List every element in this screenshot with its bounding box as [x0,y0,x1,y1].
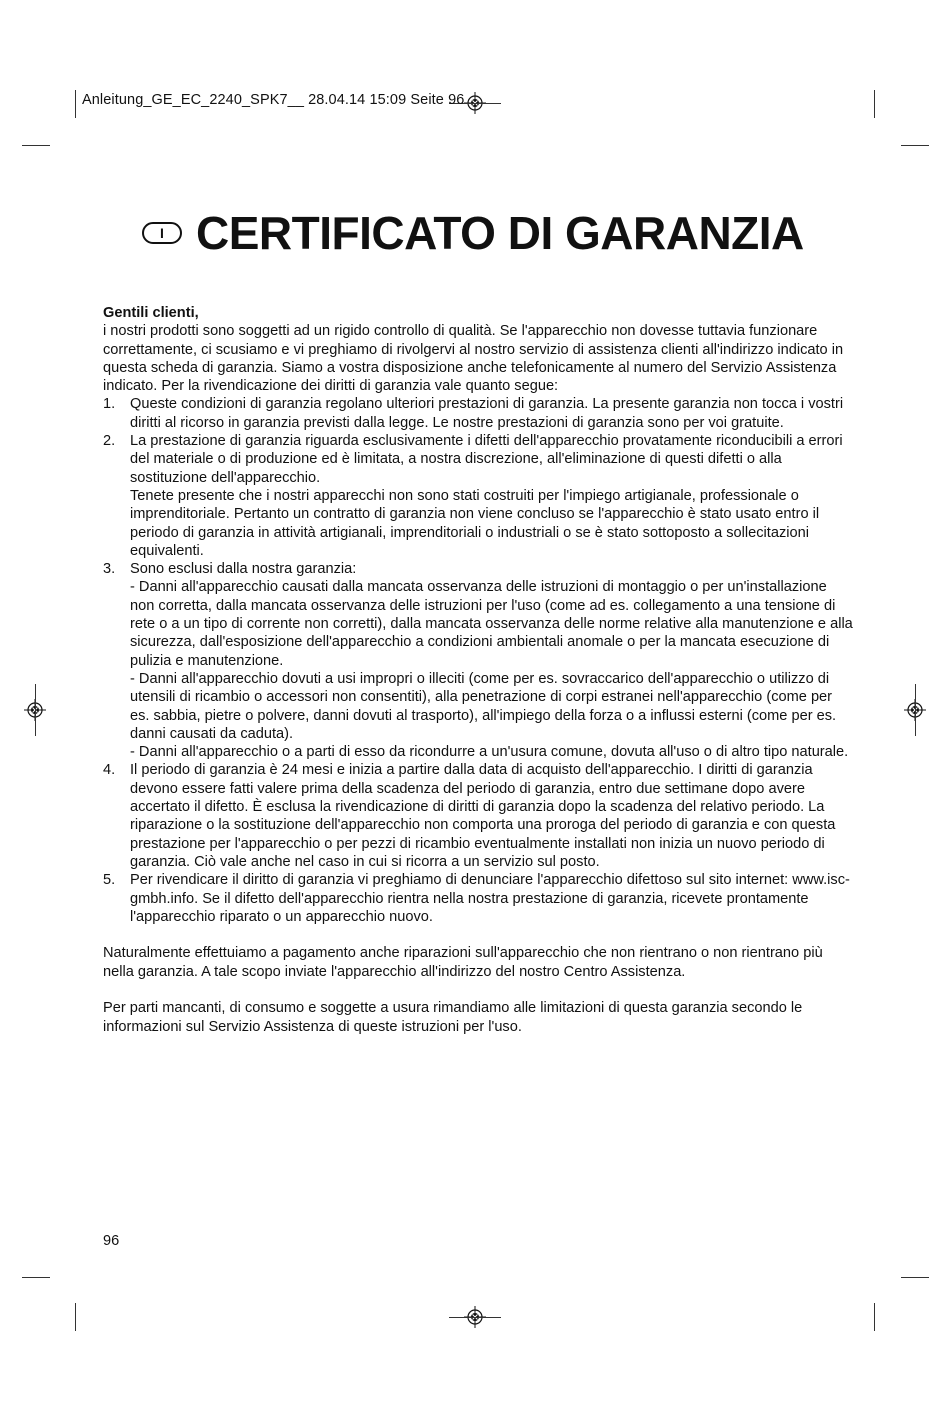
list-item-body [130,395,855,432]
list-item-number: 1. [103,396,116,413]
list-item-body [130,871,855,926]
crop-mark-top-right-horizontal [901,145,929,146]
warranty-conditions-list [103,395,855,926]
list-item-paragraph: Per rivendicare il diritto di garanzia vi preghiamo di denunciare l'apparecchio difettoso sul sito internet: www.isc-gmbh.info. Se il difetto dell'apparecchio rientra nella nostra prestazione di garanzia, ricevete prontamente l'apparecchio riparato o un apparecchio nuovo. [130,872,850,925]
paragraph-spacer [103,926,855,944]
page-title-block [142,206,804,260]
crop-mark-top-right-vertical [874,90,875,118]
list-item [103,395,855,432]
crop-mark-bottom-left-horizontal [22,1277,50,1278]
crop-mark-top-left-horizontal [22,145,50,146]
crop-mark-bottom-left-vertical [75,1303,76,1331]
list-item-number: 2. [103,433,116,450]
list-item-paragraph: La prestazione di garanzia riguarda esclusivamente i difetti dell'apparecchio provatamente riconducibili a errori del materiale o di produzione ed è limitata, a nostra discrezione, all'eliminazione di questi difetti o alla sostituzione dell'apparecchio. [130,433,843,486]
list-item-number: 4. [103,762,116,779]
list-item-body [130,761,855,871]
warranty-text [103,304,855,1036]
page-title: CERTIFICATO DI GARANZIA [196,207,804,259]
registration-line-left [35,684,36,736]
list-item-body [130,432,855,560]
list-item-paragraph: - Danni all'apparecchio o a parti di esso da ricondurre a un'usura comune, dovuta all'uso o di altro tipo naturale. [130,744,849,761]
list-item-number: 3. [103,561,116,578]
language-badge: I [142,222,182,244]
list-item [103,761,855,871]
greeting: Gentili clienti, [103,305,199,321]
registration-line-right [915,684,916,736]
list-item-paragraph: Queste condizioni di garanzia regolano ulteriori prestazioni di garanzia. La presente garanzia non tocca i vostri diritti al ricorso in garanzia previsti dalla legge. Le nostre prestazioni di garanzia sono per voi gratuite. [130,396,844,431]
list-item-number: 5. [103,872,116,889]
crop-mark-bottom-right-horizontal [901,1277,929,1278]
registration-line-bottom [449,1317,501,1318]
list-item [103,560,855,761]
paragraph-spacer [103,981,855,999]
closing-paragraph-repairs: Naturalmente effettuiamo a pagamento anche riparazioni sull'apparecchio che non rientrano o non rientrano più nella garanzia. A tale scopo inviate l'apparecchio all'indirizzo del nostro Centro Assistenza. [103,945,823,980]
print-slug-line: Anleitung_GE_EC_2240_SPK7__ 28.04.14 15:09 Seite 96 [82,92,465,108]
crop-mark-bottom-right-vertical [874,1303,875,1331]
list-item-paragraph: - Danni all'apparecchio causati dalla mancata osservanza delle istruzioni di montaggio o per un'installazione non corretta, dalla mancata osservanza delle istruzioni per l'uso (come ad es. collegamento a una tensione di rete o a un tipo di corrente non corretti), dalla mancata osservanza delle norme relative alla manutenzione e alla sicurezza, dall'esposizione dell'apparecchio a condizioni ambientali anomale o per la mancata esecuzione di pulizia e manutenzione. [130,579,853,669]
list-item-paragraph: - Danni all'apparecchio dovuti a usi impropri o illeciti (come per es. sovraccarico dell'apparecchio o utilizzo di utensili di ricambio o accessori non consentiti), alla penetrazione di corpi estranei nell'apparecchio (come per es. sabbia, pietre o polvere, danni dovuti al trasporto), all'impiego della forza o a influssi esterni (come per es. danni causati da caduta). [130,670,837,742]
list-item [103,432,855,560]
closing-paragraph-parts: Per parti mancanti, di consumo e soggette a usura rimandiamo alle limitazioni di questa garanzia secondo le informazioni sul Servizio Assistenza di queste istruzioni per l'uso. [103,1000,803,1035]
crop-mark-top-left-vertical [75,90,76,118]
list-item-paragraph: Tenete presente che i nostri apparecchi non sono stati costruiti per l'impiego artigianale, professionale o imprenditoriale. Pertanto un contratto di garanzia non viene concluso se l'apparecchio è stato usato entro il periodo di garanzia in attività artigianali, imprenditoriali o industriali o se è stato sottoposto a sollecitazioni equivalenti. [130,487,820,559]
list-item [103,871,855,926]
intro-paragraph: i nostri prodotti sono soggetti ad un rigido controllo di qualità. Se l'apparecchio non dovesse tuttavia funzionare correttamente, ci scusiamo e vi preghiamo di rivolgervi al nostro servizio di assistenza clienti all'indirizzo indicato in questa scheda di garanzia. Siamo a vostra disposizione anche telefonicamente al numero del Servizio Assistenza indicato. Per la rivendicazione dei diritti di garanzia vale quanto segue: [103,323,844,395]
page-number: 96 [103,1233,120,1249]
list-item-paragraph: Il periodo di garanzia è 24 mesi e inizia a partire dalla data di acquisto dell'apparecchio. I diritti di garanzia devono essere fatti valere prima della scadenza del periodo di garanzia, entro due settimane dopo avere accertato il difetto. È esclusa la rivendicazione di diritti di garanzia dopo la scadenza del relativo periodo. La riparazione o la sostituzione dell'apparecchio non comporta una proroga del periodo di garanzia e con questa prestazione per l'apparecchio o per pezzi di ricambio eventualmente installati non inizia un nuovo periodo di garanzia. Ciò vale anche nel caso in cui si ricorra a un servizio sul posto. [130,762,836,870]
list-item-body [130,560,855,761]
list-item-paragraph: Sono esclusi dalla nostra garanzia: [130,561,357,578]
